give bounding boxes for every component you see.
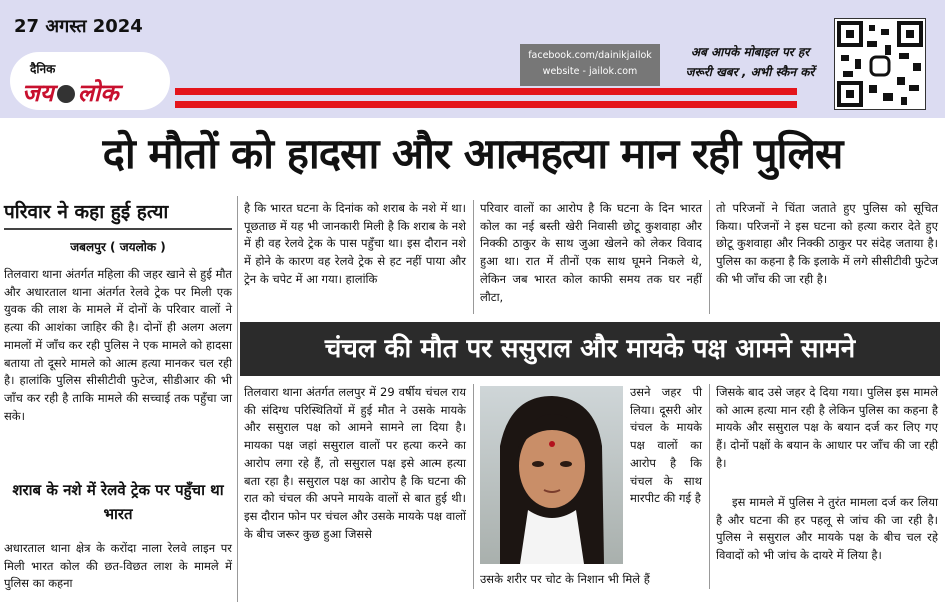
column-divider bbox=[473, 384, 474, 589]
logo-word-left: जय bbox=[22, 79, 54, 107]
column-divider bbox=[237, 196, 238, 602]
qr-code-icon[interactable] bbox=[834, 18, 926, 110]
story1-col4: तो परिजनों ने चिंता जताते हुए पुलिस को सूचित किया। परिजनों ने इस घटना को हत्या करार देते हुए छोटू कुशवाहा और निक्की ठाकुर पर संदेह जताया है। पुलिस का कहना है कि इलाके में लगे सीसीटीवी फुटेज की भी जाँच की जा रही है। bbox=[716, 201, 938, 286]
story1-col3: परिवार वालों का आरोप है कि घटना के दिन भारत कोल का नई बस्ती खेरी निवासी छोटू कुशवाहा और निक्की ठाकुर के साथ जुआ खेलने को लेकर विवाद हुआ था। रात में तीनों एक साथ घूमने निकले थे, लेकिन जब भारत कोल काफी समय तक घर नहीं लौटा, bbox=[480, 201, 702, 304]
logo-wordmark bbox=[22, 76, 119, 109]
story2-col1: तिलवारा थाना अंतर्गत ललपुर में 29 वर्षीय चंचल राय की संदिग्ध परिस्थितियों में हुई मौत ने उसके मायके और ससुराल पक्ष को आमने सामने ला दिया है। मायका पक्ष जहां ससुराल वालों पर हत्या करने का आरोप लगा रहे हैं, तो ससुराल पक्ष इसे आत्म हत्या बता रहा है। ससुराल पक्ष का आरोप है कि घटना की रात को चंचल की अपने मायके वालों से बात हुई थी। इस दौरान फोन पर चंचल और उसके मायके पक्ष वालों के बीच जरूर कुछ हुआ जिससे bbox=[244, 385, 466, 541]
facebook-link[interactable]: facebook.com/dainikjailok bbox=[528, 50, 652, 61]
logo-word-right: लोक bbox=[77, 79, 119, 107]
dateline: जबलपुर ( जयलोक ) bbox=[70, 240, 166, 254]
story1-para1: तिलवारा थाना अंतर्गत महिला की जहर खाने से हुई मौत और अधारताल थाना अंतर्गत रेलवे ट्रेक पर मिली एक युवक की लाश के मामले में दोनों के परिवार वालों ने हत्या की आशंका जाहिर की है। दोनों ही अलग अलग मामलों में जाँच कर रही पुलिस ने एक मामले को हादसा बताया तो दूसरे मामले को आत्म हत्या मानकर चल रही है। हालांकि पुलिस सीसीटीवी फुटेज, सीडीआर की भी जाँच कर रही है ताकि मामले की सच्चाई तक पहुँचा जा सके। bbox=[4, 267, 232, 423]
promo-line-2: जरूरी खबर , अभी स्कैन करें bbox=[685, 65, 815, 79]
story1-col2: है कि भारत घटना के दिनांक को शराब के नशे में था। पूछताछ में यह भी जानकारी मिली है कि शराब के नशे में ही वह रेलवे ट्रेक के पास पहुँचा था। इस दौरान नशे में होने के कारण वह रेलवे ट्रेक से हट नहीं पाया और ट्रेन के चपेट में आ गया। हालांकि bbox=[244, 201, 466, 286]
masthead-rule-bottom bbox=[175, 101, 797, 108]
masthead-rule-top bbox=[175, 88, 797, 95]
story2-under-photo: उसके शरीर पर चोट के निशान भी मिले हैं bbox=[480, 572, 650, 586]
social-box bbox=[520, 44, 660, 86]
story2-col3: जिसके बाद उसे जहर दे दिया गया। पुलिस इस मामले को आत्म हत्या मान रही है लेकिन पुलिस का कहना है मायके और ससुराल पक्ष के बयान दर्ज कर लिए गए हैं। दोनों पक्षों के बयान के आधार पर जाँच की जा रही है। bbox=[716, 385, 938, 470]
scan-promo bbox=[670, 42, 830, 82]
page-headline: दो मौतों को हादसा और आत्महत्या मान रही पुलिस bbox=[102, 129, 843, 178]
story2-banner-headline: चंचल की मौत पर ससुराल और मायके पक्ष आमने सामने bbox=[240, 322, 940, 376]
column-divider bbox=[709, 384, 710, 589]
story1-subhead: परिवार ने कहा हुई हत्या bbox=[4, 198, 232, 230]
story2-col3b: इस मामले में पुलिस ने तुरंत मामला दर्ज कर लिया है और घटना की हर पहलू से जांच की जा रही है। पुलिस ने ससुराल और मायके पक्ष के बीच चल रहे विवादों को भी जांच के दायरे में लिया है। bbox=[716, 495, 938, 563]
logo-tagline: दैनिक bbox=[30, 62, 56, 76]
issue-date: 27 अगस्त 2024 bbox=[14, 16, 143, 37]
column-divider bbox=[473, 200, 474, 314]
globe-icon bbox=[57, 85, 75, 103]
story2-beside-photo: उसने जहर पी लिया। दूसरी ओर चंचल के मायके पक्ष वालों का आरोप है कि चंचल के साथ मारपीट की गई है bbox=[630, 385, 702, 506]
column-divider bbox=[709, 200, 710, 314]
story1-subhead2: शराब के नशे में रेलवे ट्रेक पर पहुँचा था भारत bbox=[12, 481, 224, 523]
portrait-photo bbox=[480, 386, 623, 564]
promo-line-1: अब आपके मोबाइल पर हर bbox=[690, 45, 810, 59]
story1-para2: अधारताल थाना क्षेत्र के करोंदा नाला रेलवे लाइन पर मिली भारत कोल की छत-विछत लाश के मामले में पुलिस का कहना bbox=[4, 541, 232, 591]
website-link[interactable]: website - jailok.com bbox=[542, 66, 638, 77]
